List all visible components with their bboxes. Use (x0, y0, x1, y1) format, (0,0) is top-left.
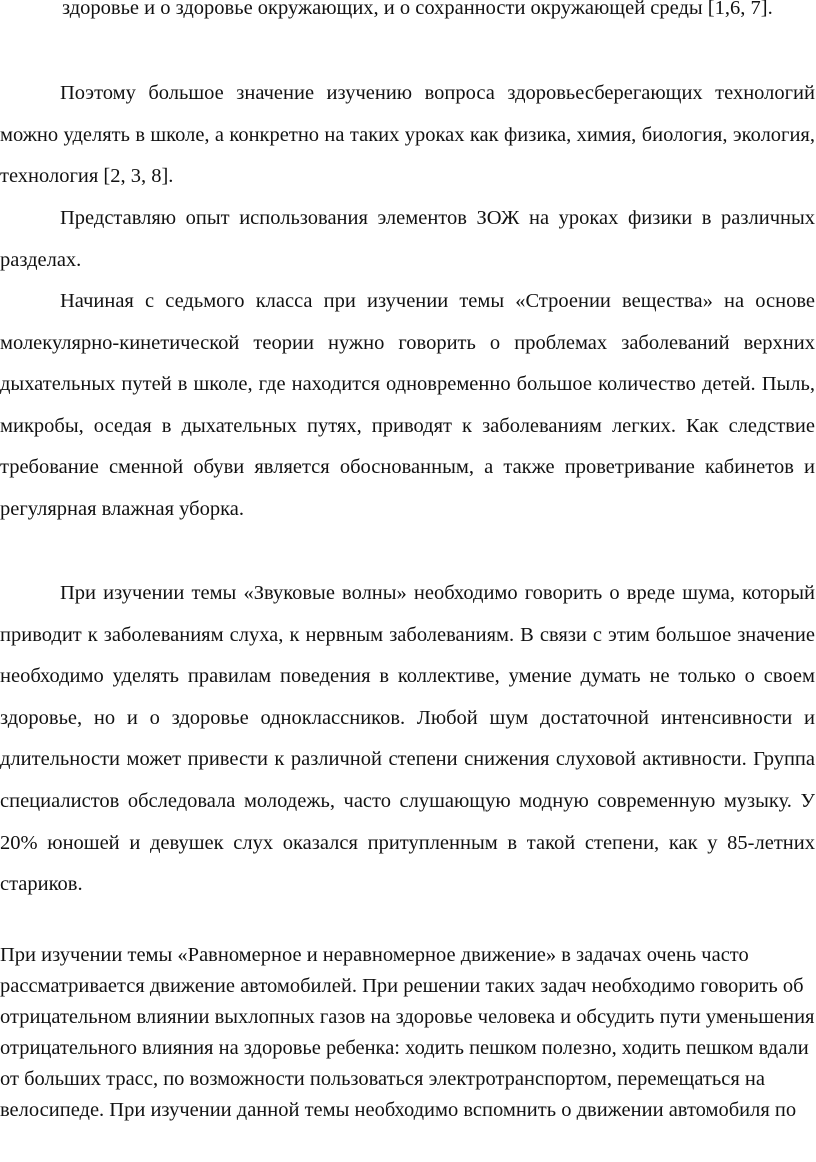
paragraph-experience: Представляю опыт использования элементов ЗОЖ на уроках физики в различных разделах. (0, 207, 815, 271)
paragraph-motion: При изучении темы «Равномерное и неравномерное движение» в задачах очень часто рассматривается движение автомобилей. При решении таких задач необходимо говорить об отрицательном влиянии выхлопных газов на здоровье человека и обсудить пути уменьшения отрицательного влияния на здоровье ребенка: ходить пешком полезно, ходить пешком вдали от больших трасс, по возможности пользоваться электротранспортом, перемещаться на велосипеде. При изучении данной темы необходимо вспомнить о движении автомобиля по (0, 944, 815, 1121)
paragraph-continuation: здоровье и о здоровье окружающих, и о сохранности окружающей среды [1,6, 7]. (62, 0, 773, 19)
paragraph-matter-structure: Начиная с седьмого класса при изучении темы «Строении вещества» на основе молекулярно-кинетической теории нужно говорить о проблемах заболеваний верхних дыхательных путей в школе, где находится одновременно большое количество детей. Пыль, микробы, оседая в дыхательных путях, приводят к заболеваниям легких. Как следствие требование сменной обуви является обоснованным, а также проветривание кабинетов и регулярная влажная уборка. (0, 290, 815, 520)
paragraph-technologies: Поэтому большое значение изучению вопроса здоровьесберегающих технологий можно уделять в школе, а конкретно на таких уроках как физика, химия, биология, экология, технология [2, 3, 8]. (0, 82, 815, 188)
paragraph-sound-waves: При изучении темы «Звуковые волны» необходимо говорить о вреде шума, который приводит к заболеваниям слуха, к нервным заболеваниям. В связи с этим большое значение необходимо уделять правилам поведения в коллективе, умение думать не только о своем здоровье, но и о здоровье одноклассников. Любой шум достаточной интенсивности и длительности может привести к различной степени снижения слуховой активности. Группа специалистов обследовала молодежь, часто слушающую модную современную музыку. У 20% юношей и девушек слух оказался притупленным в такой степени, как у 85-летних стариков. (0, 582, 815, 896)
